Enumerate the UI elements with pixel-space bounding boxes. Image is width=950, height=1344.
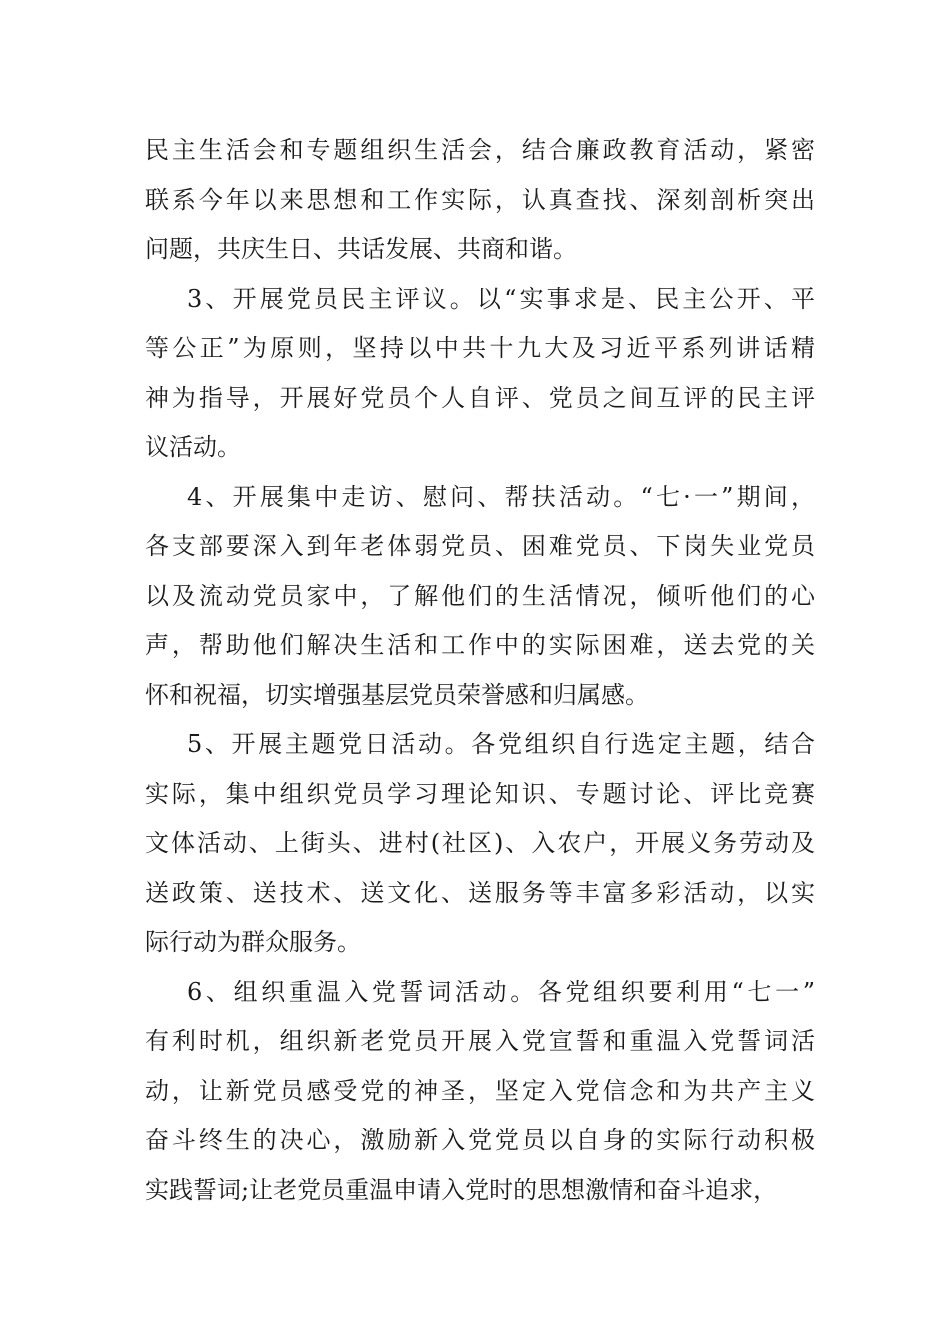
text-line: 送政策、送技术、送文化、送服务等丰富多彩活动，以实 [145, 878, 815, 907]
text-line: 各支部要深入到年老体弱党员、困难党员、下岗失业党员 [145, 532, 815, 560]
text-line: 问题，共庆生日、共话发展、共商和谐。 [145, 235, 577, 263]
text-line: 有利时机，组织新老党员开展入党宣誓和重温入党誓词活 [145, 1027, 815, 1055]
body-text [145, 126, 815, 1215]
text-line: 以及流动党员家中，了解他们的生活情况，倾听他们的心 [145, 581, 815, 610]
text-line: 声，帮助他们解决生活和工作中的实际困难，送去党的关 [145, 631, 815, 659]
text-line: 实践誓词;让老党员重温申请入党时的思想激情和奋斗追求， [145, 1175, 778, 1204]
text-line: 动，让新党员感受党的神圣，坚定入党信念和为共产主义 [145, 1076, 815, 1105]
text-line: 神为指导，开展好党员个人自评、党员之间互评的民主评 [145, 383, 815, 412]
text-line: 文体活动、上街头、进村(社区)、入农户，开展义务劳动及 [145, 829, 815, 857]
paragraph-5-first-line: 5、开展主题党日活动。各党组织自行选定主题，结合 [187, 730, 815, 758]
text-line: 怀和祝福，切实增强基层党员荣誉感和归属感。 [145, 680, 649, 709]
text-line: 民主生活会和专题组织生活会，结合廉政教育活动，紧密 [145, 136, 815, 164]
text-line: 奋斗终生的决心，激励新入党党员以自身的实际行动积极 [145, 1126, 815, 1154]
paragraph-6-first-line: 6、组织重温入党誓词活动。各党组织要利用“七一” [187, 977, 815, 1006]
text-line: 联系今年以来思想和工作实际，认真查找、深刻剖析突出 [145, 185, 815, 214]
text-line: 议活动。 [145, 433, 241, 461]
text-line: 际行动为群众服务。 [145, 928, 361, 956]
text-line: 等公正”为原则，坚持以中共十九大及习近平系列讲话精 [145, 334, 815, 362]
text-line: 实际，集中组织党员学习理论知识、专题讨论、评比竞赛 [145, 779, 815, 808]
paragraph-4-first-line: 4、开展集中走访、慰问、帮扶活动。“七·一”期间， [187, 482, 815, 511]
paragraph-3-first-line: 3、开展党员民主评议。以“实事求是、民主公开、平 [187, 284, 815, 313]
